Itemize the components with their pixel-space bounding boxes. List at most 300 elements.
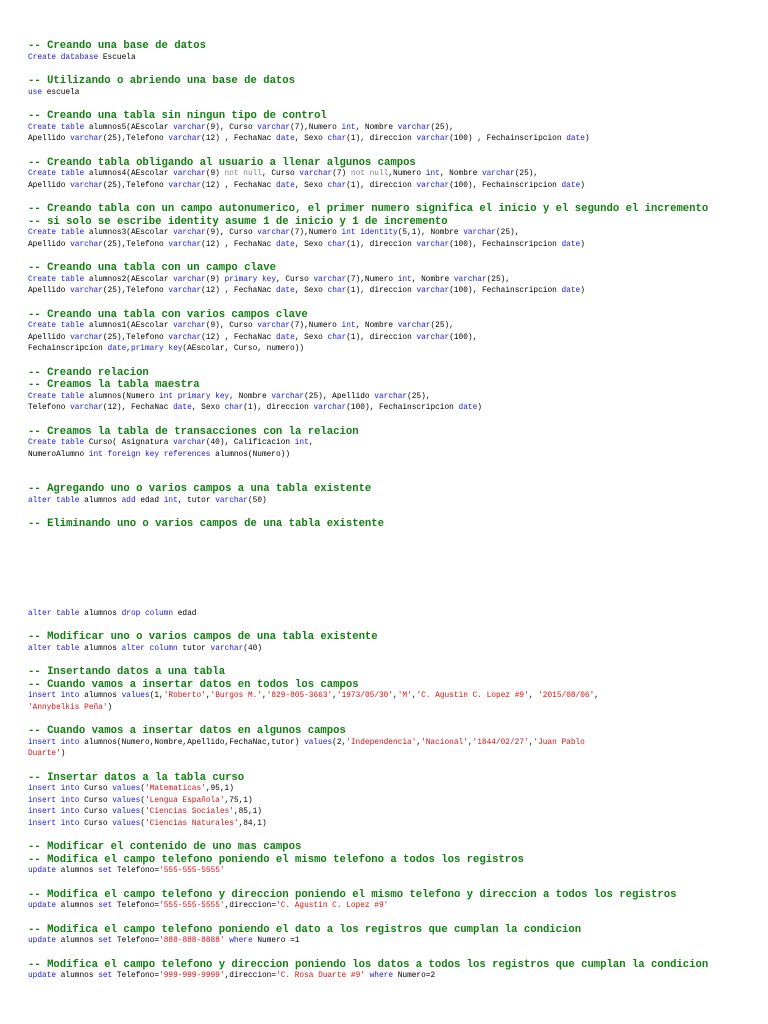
sql-keyword: set xyxy=(98,867,113,875)
sql-text: (25),Telefono xyxy=(102,333,169,342)
code-block xyxy=(28,959,753,983)
sql-text: (12) , FechaNac xyxy=(201,135,277,143)
sql-keyword: primary key xyxy=(130,345,183,353)
sql-text: , Nombre xyxy=(439,170,482,178)
sql-comment: -- Creando una tabla con varios campos clave xyxy=(28,308,308,321)
sql-keyword: varchar xyxy=(397,123,431,132)
sql-keyword: values xyxy=(121,692,150,700)
sql-text: , xyxy=(416,738,422,747)
sql-text: (100), xyxy=(449,333,478,342)
sql-text: (12), FechaNac xyxy=(102,404,174,412)
code-line xyxy=(28,123,753,135)
sql-constraint: not null xyxy=(350,170,389,178)
sql-string: 'Juan Pablo xyxy=(533,738,585,747)
sql-keyword: Create database xyxy=(28,53,99,62)
sql-keyword: varchar xyxy=(416,135,450,143)
sql-text: , Sexo xyxy=(294,287,328,295)
sql-text: Telefono= xyxy=(112,937,160,945)
sql-string: '1844/02/27' xyxy=(472,738,529,747)
sql-text: Curso xyxy=(79,808,113,816)
sql-text: (7),Numero xyxy=(290,229,342,237)
code-line xyxy=(28,819,753,831)
sql-keyword: varchar xyxy=(173,439,206,447)
sql-keyword: date xyxy=(276,181,295,190)
sql-text: ,Numero xyxy=(388,170,426,178)
sql-text: Numero=2 xyxy=(393,972,436,980)
sql-text: (12) , FechaNac xyxy=(201,240,277,249)
sql-text: (100), Fechainscripcion xyxy=(449,287,562,295)
sql-text: (12) , FechaNac xyxy=(201,287,277,295)
sql-text: (9), Curso xyxy=(205,229,258,237)
sql-keyword: varchar xyxy=(299,170,333,178)
sql-text: (AEscolar, Curso, numero)) xyxy=(182,345,305,353)
sql-text: Curso xyxy=(79,785,113,793)
code-block xyxy=(28,772,753,831)
sql-text: ,84,1) xyxy=(238,819,267,828)
sql-keyword: values xyxy=(112,808,141,816)
sql-keyword: varchar xyxy=(463,229,496,237)
sql-keyword: values xyxy=(112,819,141,828)
sql-keyword: date xyxy=(458,404,478,412)
sql-keyword: varchar xyxy=(168,333,202,342)
sql-text: , xyxy=(262,692,267,700)
sql-text: (1), direccion xyxy=(346,135,417,143)
code-line xyxy=(28,901,753,913)
code-block xyxy=(28,889,753,913)
sql-text: (9) xyxy=(205,170,225,178)
sql-text: ) xyxy=(580,240,585,249)
sql-keyword: varchar xyxy=(313,404,347,412)
sql-string: Duarte' xyxy=(28,750,61,758)
sql-keyword: date xyxy=(561,287,581,295)
sql-text: (1), direccion xyxy=(346,240,417,249)
sql-comment: -- Insertar datos a la tabla curso xyxy=(28,771,245,784)
sql-text: ( xyxy=(140,796,145,805)
sql-keyword: char xyxy=(327,135,347,143)
sql-keyword: Create table xyxy=(28,123,85,132)
code-block xyxy=(28,841,753,878)
sql-text: , Curso xyxy=(276,275,314,284)
sql-keyword: varchar xyxy=(416,287,450,295)
sql-text: (1, xyxy=(149,692,164,700)
sql-comment: -- si solo se escribe identity asume 1 de inicio y 1 de incremento xyxy=(28,215,448,228)
sql-text: Telefono= xyxy=(112,867,160,875)
code-block xyxy=(28,518,753,531)
sql-text: (2, xyxy=(332,738,347,747)
sql-keyword: alter column xyxy=(121,644,178,653)
sql-string: 'Nacional' xyxy=(421,738,468,747)
sql-keyword: set xyxy=(98,972,113,980)
sql-comment: -- Creando una tabla con un campo clave xyxy=(28,262,276,274)
sql-comment: -- Creando tabla con un campo autonumerico, el primer numero significa el inicio y el segundo el incremento xyxy=(28,203,709,215)
block-spacer xyxy=(28,472,753,483)
sql-keyword: varchar xyxy=(168,181,202,190)
sql-keyword: varchar xyxy=(416,240,450,249)
code-line xyxy=(28,691,753,703)
code-block xyxy=(28,262,753,298)
sql-text: alumnos xyxy=(56,937,99,945)
code-line xyxy=(28,169,753,181)
sql-text: Telefono= xyxy=(112,972,160,980)
code-line xyxy=(28,438,753,450)
sql-text: ,85,1) xyxy=(233,808,262,816)
code-line xyxy=(28,181,753,193)
sql-keyword: Create table xyxy=(28,170,85,178)
sql-keyword: date xyxy=(107,345,127,353)
sql-comment: -- Creando relacion xyxy=(28,366,149,379)
sql-text: (7),Numero xyxy=(290,322,342,330)
sql-keyword: insert into xyxy=(28,819,80,828)
sql-string: 'Lengua Española' xyxy=(145,796,225,805)
code-line xyxy=(28,333,753,345)
sql-text: , Nombre xyxy=(355,123,398,132)
code-line xyxy=(28,321,753,333)
sql-string: '999-999-9999' xyxy=(159,972,225,980)
sql-text: (25), xyxy=(514,170,539,178)
sql-keyword: insert into xyxy=(28,785,80,793)
sql-comment: -- Modifica el campo telefono poniendo el dato a los registros que cumplan la condicion xyxy=(28,923,582,936)
sql-text: escuela xyxy=(42,88,80,97)
sql-text: alumnos(Numero xyxy=(84,392,160,401)
code-line xyxy=(28,275,753,287)
sql-comment: -- Modifica el campo telefono y direccion poniendo los datos a todos los registros que cumplan la condicion xyxy=(28,958,709,971)
code-line xyxy=(28,796,753,808)
sql-text: ,75,1) xyxy=(224,796,253,805)
sql-text: alumnos1(AEscolar xyxy=(84,322,174,330)
sql-keyword: date xyxy=(561,240,581,249)
code-block xyxy=(28,666,753,714)
sql-text: NumeroAlumno xyxy=(28,450,89,459)
sql-string: 'Ciencias Naturales' xyxy=(145,819,239,828)
sql-text: Curso( Asignatura xyxy=(84,439,174,447)
sql-keyword: varchar xyxy=(210,644,244,653)
sql-text: , tutor xyxy=(177,496,216,505)
sql-comment: -- Creamos la tabla maestra xyxy=(28,379,200,391)
code-block xyxy=(28,725,753,761)
sql-text: edad xyxy=(173,609,197,618)
sql-keyword: int xyxy=(294,439,309,447)
sql-text: Curso xyxy=(79,796,113,805)
sql-text: (100), Fechainscripcion xyxy=(449,240,562,249)
sql-keyword: varchar xyxy=(416,333,450,342)
sql-string: '2015/08/06' xyxy=(538,692,595,700)
sql-comment: -- Insertando datos a una tabla xyxy=(28,666,226,678)
sql-comment: -- Creando tabla obligando al usuario a llenar algunos campos xyxy=(28,156,416,169)
sql-text: (7) xyxy=(332,170,351,178)
sql-text: (25),Telefono xyxy=(102,240,169,249)
sql-keyword: int xyxy=(425,170,440,178)
sql-text: alumnos(Numero)) xyxy=(210,450,291,459)
sql-constraint: not null xyxy=(224,170,262,178)
sql-keyword: varchar xyxy=(257,229,291,237)
sql-text: Apellido xyxy=(28,181,71,190)
sql-keyword: alter table xyxy=(28,496,80,505)
sql-text: , Sexo xyxy=(191,404,225,412)
sql-comment: -- Creando una base de datos xyxy=(28,40,207,52)
sql-text: ) xyxy=(584,135,590,143)
code-block xyxy=(28,426,753,462)
sql-keyword: Create table xyxy=(28,322,85,330)
sql-keyword: insert into xyxy=(28,808,80,816)
code-block xyxy=(28,924,753,948)
code-block xyxy=(28,309,753,356)
sql-text: alumnos xyxy=(56,902,99,910)
code-line xyxy=(28,609,753,621)
sql-text: (40) xyxy=(243,644,262,653)
sql-text: alumnos5(AEscolar xyxy=(84,123,174,132)
sql-keyword: Create table xyxy=(28,229,85,237)
sql-text: , xyxy=(393,692,398,700)
code-block xyxy=(28,203,753,251)
sql-text: edad xyxy=(135,496,164,505)
sql-keyword: date xyxy=(276,333,295,342)
sql-text: , xyxy=(411,692,417,700)
sql-text: (25),Telefono xyxy=(102,135,169,143)
sql-text: alumnos2(AEscolar xyxy=(84,275,174,284)
sql-text: , xyxy=(126,345,131,353)
sql-comment: -- Modifica el campo telefono poniendo el mismo telefono a todos los registros xyxy=(28,853,524,866)
sql-text: (5,1), Nombre xyxy=(397,229,464,237)
sql-keyword: add xyxy=(121,496,136,505)
sql-comment: -- Modifica el campo telefono y direccion poniendo el mismo telefono y direccion a todos los registros xyxy=(28,888,677,901)
sql-comment: -- Eliminando uno o varios campos de una tabla existente xyxy=(28,518,385,530)
code-line xyxy=(28,496,753,508)
sql-text: Apellido xyxy=(28,135,71,143)
sql-keyword: date xyxy=(276,135,295,143)
sql-text: ,direccion= xyxy=(224,972,277,980)
sql-text: , Sexo xyxy=(294,181,328,190)
code-line xyxy=(28,971,753,983)
sql-comment: -- Utilizando o abriendo una base de datos xyxy=(28,75,296,87)
code-block xyxy=(28,483,753,507)
sql-text: (9) xyxy=(205,275,225,284)
sql-keyword: varchar xyxy=(271,392,305,401)
sql-script-document xyxy=(28,40,753,994)
sql-text: , Nombre xyxy=(229,392,272,401)
sql-keyword: Create table xyxy=(28,392,85,401)
code-block xyxy=(28,609,753,621)
sql-keyword: primary key xyxy=(224,275,277,284)
sql-keyword: int xyxy=(341,123,356,132)
sql-text: (25), xyxy=(407,392,431,401)
sql-comment: -- Cuando vamos a insertar datos en algunos campos xyxy=(28,725,346,737)
sql-text: alumnos xyxy=(79,609,122,618)
sql-text: alumnos xyxy=(79,496,122,505)
sql-text: ) xyxy=(580,287,585,295)
sql-keyword: update xyxy=(28,902,57,910)
sql-keyword: char xyxy=(224,404,244,412)
sql-string: 'C. Rosa Duarte #9' xyxy=(276,972,365,980)
code-line xyxy=(28,403,753,415)
sql-string: '555-555-5555' xyxy=(159,867,225,875)
code-line xyxy=(28,936,753,948)
sql-keyword: int foreign key references xyxy=(88,450,211,459)
sql-text: , Nombre xyxy=(355,322,398,330)
sql-keyword: values xyxy=(304,738,333,747)
sql-keyword: date xyxy=(276,240,295,249)
code-line xyxy=(28,88,753,100)
sql-text: (25),Telefono xyxy=(102,287,169,295)
sql-keyword: update xyxy=(28,972,57,980)
code-line xyxy=(28,807,753,819)
sql-keyword: varchar xyxy=(70,181,103,190)
sql-text: , Curso xyxy=(261,170,300,178)
sql-keyword: varchar xyxy=(257,123,291,132)
code-block xyxy=(28,75,753,99)
sql-keyword: varchar xyxy=(70,333,103,342)
code-line xyxy=(28,344,753,356)
sql-keyword: Create table xyxy=(28,439,85,447)
code-block xyxy=(28,40,753,64)
sql-keyword: use xyxy=(28,88,43,97)
sql-text: , Nombre xyxy=(411,275,454,284)
sql-string: 'Matematicas' xyxy=(145,785,206,793)
sql-string: '555-555-5555' xyxy=(159,902,225,910)
sql-text: ( xyxy=(140,785,145,793)
sql-text: alumnos4(AEscolar xyxy=(84,170,174,178)
sql-keyword: char xyxy=(327,240,347,249)
sql-text: Escuela xyxy=(98,53,136,62)
code-line xyxy=(28,240,753,252)
sql-text: , Sexo xyxy=(294,240,328,249)
sql-keyword: values xyxy=(112,785,141,793)
sql-keyword: drop column xyxy=(121,609,174,618)
sql-text: (7),Numero xyxy=(346,275,398,284)
sql-comment: -- Creando una tabla sin ningun tipo de control xyxy=(28,110,327,122)
sql-keyword: int xyxy=(163,496,178,505)
sql-text: (25), xyxy=(430,123,454,132)
sql-text: ( xyxy=(140,808,145,816)
code-line xyxy=(28,866,753,878)
sql-keyword: int xyxy=(341,322,356,330)
sql-keyword: varchar xyxy=(70,404,103,412)
sql-text: Apellido xyxy=(28,333,71,342)
sql-string: 'Annybelkis Peña' xyxy=(28,703,108,712)
sql-keyword: insert into xyxy=(28,692,80,700)
sql-text: (9), Curso xyxy=(205,123,258,132)
sql-text: (1), direccion xyxy=(346,287,417,295)
sql-text: (25), xyxy=(495,229,520,237)
sql-text: ) xyxy=(107,703,113,712)
sql-text: ,direccion= xyxy=(224,902,277,910)
code-line xyxy=(28,738,753,750)
sql-text: (1), direccion xyxy=(346,333,417,342)
code-line xyxy=(28,644,753,656)
sql-text: (12) , FechaNac xyxy=(201,333,277,342)
sql-text: Numero =1 xyxy=(252,937,300,945)
sql-string: 'Independencia' xyxy=(346,738,417,747)
sql-text: (9), Curso xyxy=(205,322,258,330)
sql-keyword: varchar xyxy=(70,135,103,143)
sql-text: Apellido xyxy=(28,287,71,295)
code-block xyxy=(28,367,753,415)
sql-text: , Sexo xyxy=(294,135,328,143)
sql-keyword: varchar xyxy=(70,240,103,249)
sql-keyword: varchar xyxy=(168,135,202,143)
sql-keyword: varchar xyxy=(257,322,291,330)
code-line xyxy=(28,134,753,146)
sql-text: (100), Fechainscripcion xyxy=(346,404,459,412)
sql-keyword: set xyxy=(98,937,113,945)
sql-keyword: varchar xyxy=(173,229,206,237)
sql-comment: -- Modificar el contenido de uno mas campos xyxy=(28,841,302,853)
sql-keyword: varchar xyxy=(173,123,206,132)
sql-text: alumnos xyxy=(79,644,122,653)
sql-text: ) xyxy=(477,404,482,412)
sql-keyword: varchar xyxy=(215,496,248,505)
sql-keyword: where xyxy=(369,972,394,980)
sql-string: 'M' xyxy=(397,692,412,700)
code-block xyxy=(28,631,753,655)
sql-keyword: varchar xyxy=(453,275,487,284)
sql-keyword: int identity xyxy=(341,229,398,237)
sql-keyword: varchar xyxy=(168,287,202,295)
sql-comment: -- Modificar uno o varios campos de una tabla existente xyxy=(28,631,378,643)
sql-keyword: date xyxy=(173,404,192,412)
sql-string: 'C. Agustin C. Lopez #9' xyxy=(276,902,389,910)
sql-keyword: varchar xyxy=(481,170,515,178)
code-line xyxy=(28,392,753,404)
sql-keyword: varchar xyxy=(168,240,202,249)
sql-keyword: varchar xyxy=(173,170,206,178)
sql-text: , Sexo xyxy=(294,333,328,342)
sql-text: , xyxy=(205,692,211,700)
sql-text: alumnos xyxy=(79,692,122,700)
sql-text: Telefono xyxy=(28,404,71,412)
sql-text: ( xyxy=(140,819,145,828)
sql-text: (7),Numero xyxy=(290,123,342,132)
sql-text: Curso xyxy=(79,819,113,828)
sql-text: Apellido xyxy=(28,240,71,249)
sql-text: (25), Apellido xyxy=(304,392,375,401)
sql-keyword: alter table xyxy=(28,609,80,618)
sql-text: alumnos(Numero,Nombre,Apellido,FechaNac,tutor) xyxy=(79,738,305,747)
sql-keyword: varchar xyxy=(374,392,408,401)
code-line xyxy=(28,784,753,796)
sql-text: alumnos3(AEscolar xyxy=(84,229,174,237)
sql-keyword: insert into xyxy=(28,796,80,805)
sql-keyword: varchar xyxy=(313,275,347,284)
sql-keyword: update xyxy=(28,867,57,875)
sql-text: alumnos xyxy=(56,972,99,980)
sql-comment: -- Agregando uno o varios campos a una tabla existente xyxy=(28,483,372,495)
sql-keyword: date xyxy=(276,287,295,295)
sql-text: , xyxy=(308,439,314,447)
sql-keyword: varchar xyxy=(173,275,206,284)
sql-keyword: char xyxy=(327,287,347,295)
sql-text: , xyxy=(594,692,599,700)
code-line xyxy=(28,228,753,240)
code-block xyxy=(28,110,753,146)
sql-keyword: date xyxy=(566,135,585,143)
sql-keyword: varchar xyxy=(173,322,206,330)
code-line xyxy=(28,286,753,298)
sql-keyword: where xyxy=(229,937,253,945)
sql-string: 'Burgos M.' xyxy=(210,692,262,700)
code-line xyxy=(28,749,753,761)
code-block xyxy=(28,157,753,193)
sql-text: (1), direccion xyxy=(346,181,417,190)
sql-text: (100) , Fechainscripcion xyxy=(449,135,567,143)
sql-keyword: update xyxy=(28,937,57,945)
sql-text: Telefono= xyxy=(112,902,160,910)
sql-text: (50) xyxy=(247,496,267,505)
blank-gap xyxy=(28,542,753,609)
sql-string: 'Roberto' xyxy=(163,692,206,700)
code-line xyxy=(28,703,753,715)
sql-text: ) xyxy=(60,750,66,758)
sql-keyword: Create table xyxy=(28,275,85,284)
